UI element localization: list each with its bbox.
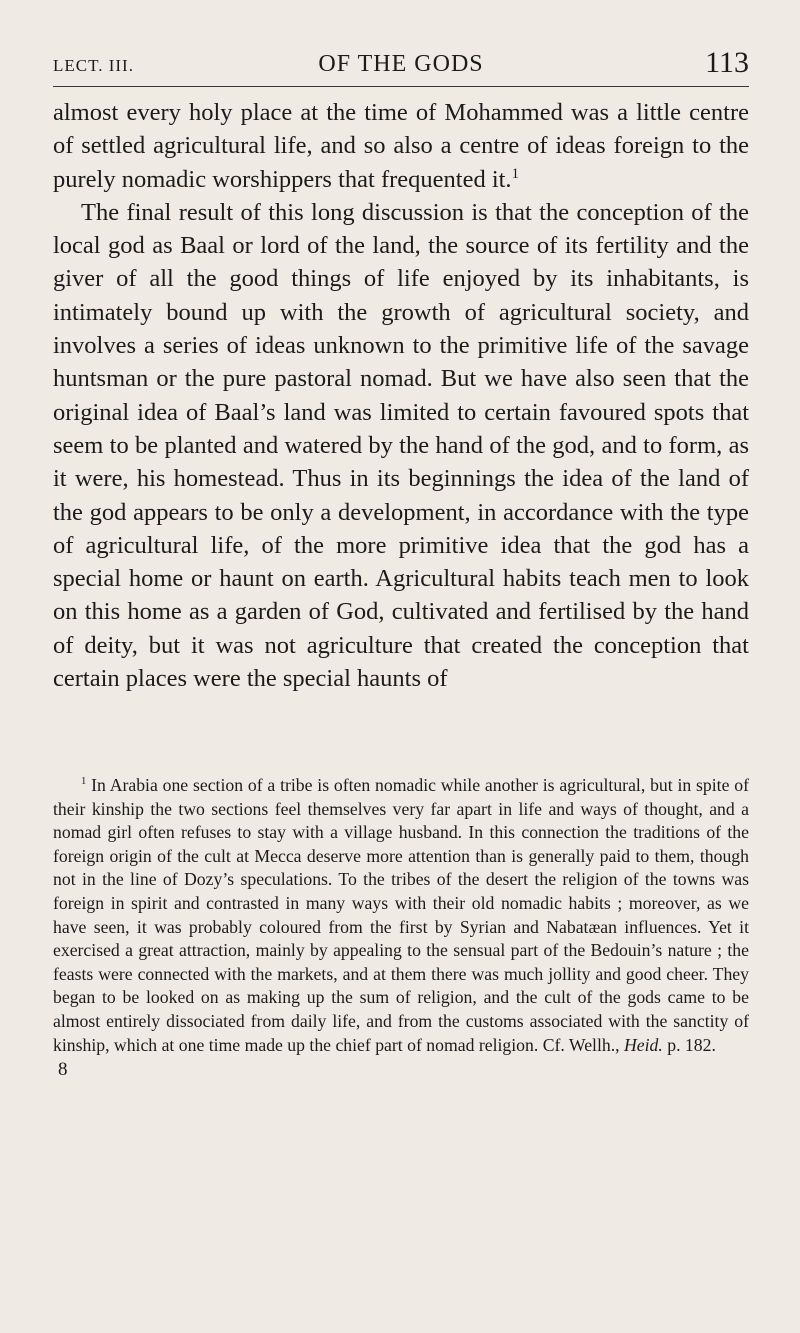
running-head [53,44,749,78]
citation-page: p. 182. [667,1034,716,1055]
footnote-body: In Arabia one section of a tribe is often nomadic while another is agricultural, but in spite of their kinship the two sections feel themselves very far apart in life and ways of thought, and a nomad girl often refuses to stay with a village husband. In this connection the traditions of the foreign origin of the cult at Mecca deserve more attention than is generally paid to them, though not in the line of Dozy’s speculations. To the tribes of the desert the religion of the towns was foreign in spirit and contrasted in many ways with their old nomadic habits ; moreover, as we have seen, it was probably coloured from the first by Syrian and Nabatæan influences. Yet it exercised a great attraction, mainly by appealing to the sensual part of the Bedouin’s nature ; the feasts were connected with the markets, and at them there was much jollity and good cheer. They began to be looked on as making up the sum of religion, and the cult of the gods came to be almost entirely dissociated from daily life, and from the customs associated with the sanctity of kinship, which at one time made up the chief part of nomad religion. Cf. Wellh., [53,775,749,1055]
paragraph-2: The final result of this long discussion is that the conception of the local god as Baal or lord of the land, the source of its fertility and the giver of all the good things of life enjoyed by its inhabitants, is intimately bound up with the growth of agricultural society, and involves a series of ideas unknown to the primitive life of the savage huntsman or the pure pastoral nomad. But we have also seen that the original idea of Baal’s land was limited to certain favoured spots that seem to be planted and watered by the hand of the god, and to form, as it were, his homestead. Thus in its beginnings the idea of the land of the god appears to be only a development, in accordance with the type of agricultural life, of the more primitive idea that the god has a special home or haunt on earth. Agricultural habits teach men to look on this home as a garden of God, cultivated and fertilised by the hand of deity, but it was not agriculture that created the conception that certain places were the special haunts of [53,198,749,693]
lecture-label: LECT. III. [53,56,134,75]
paragraph-1-text: almost every holy place at the time of Mohammed was a little centre of settled agricultural life, and so also a centre of ideas foreign to the purely nomadic worshippers that frequented it. [53,99,749,193]
footnote-text [53,774,749,1057]
footnote-reference: 1 [511,165,519,182]
page-number: 113 [705,46,749,79]
footnote [53,774,749,1083]
signature-mark: 8 [58,1059,68,1081]
header-rule [53,86,749,87]
chapter-title: OF THE GODS [318,51,484,77]
paragraph-1 [53,96,749,196]
citation-title: Heid. [624,1034,663,1055]
main-text [53,96,749,695]
footnote-marker: 1 [81,776,87,788]
